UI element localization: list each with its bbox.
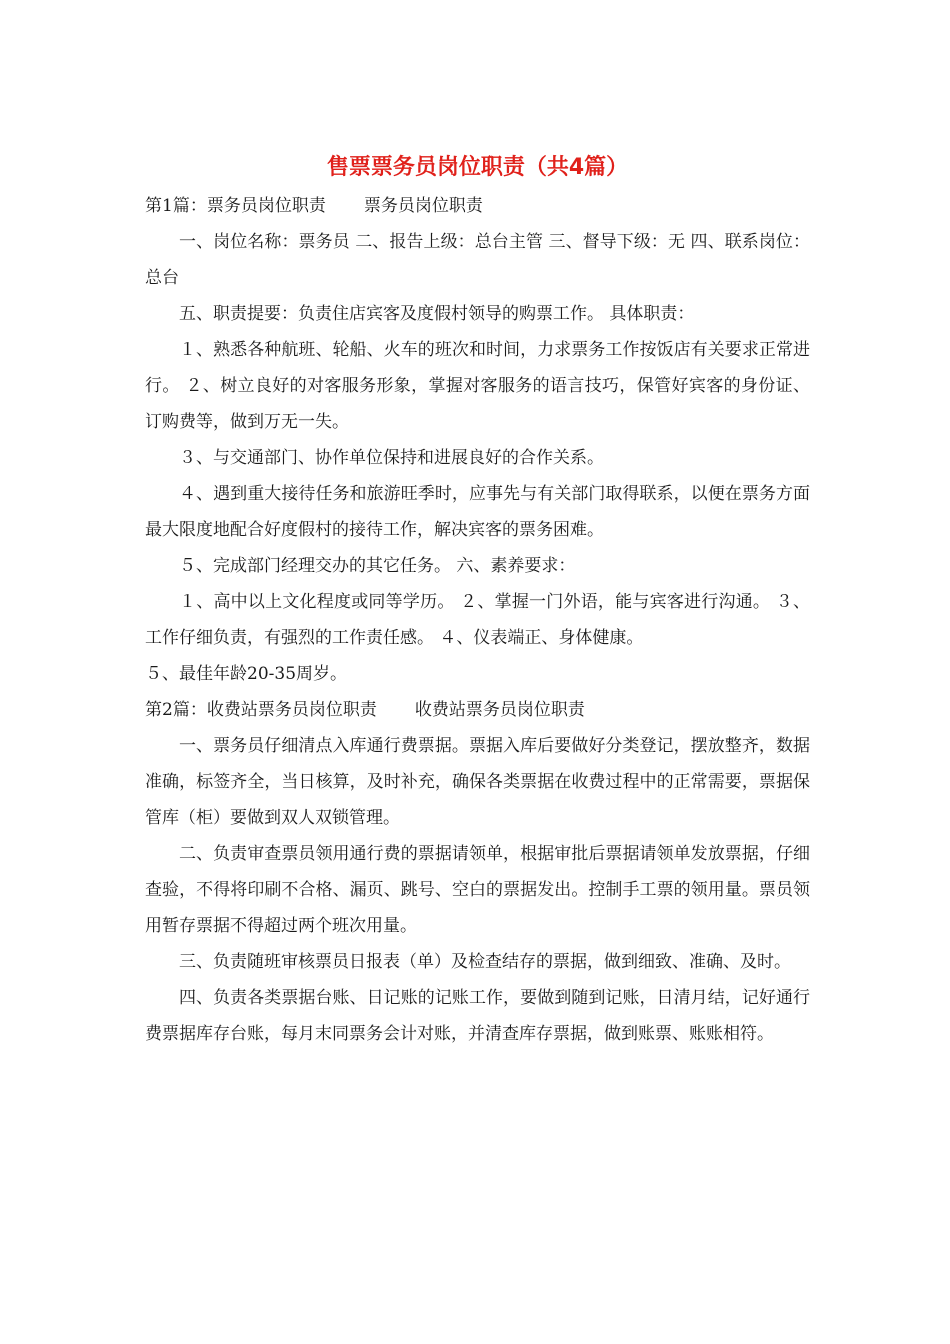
paragraph: 五、职责提要：负责住店宾客及度假村领导的购票工作。 具体职责： [179,304,695,324]
paragraph: 三、负责随班审核票员日报表（单）及检查结存的票据，做到细致、准确、及时。 [179,952,791,972]
paragraph: ５、完成部门经理交办的其它任务。 六、素养要求： [179,556,576,576]
document-body [145,150,810,1052]
section-heading-left: 第1篇：票务员岗位职责 [145,196,326,216]
paragraph: １、高中以上文化程度或同等学历。 ２、掌握一门外语，能与宾客进行沟通。 ３、工作仔细负责，有强烈的工作责任感。 ４、仪表端正、身体健康。 [145,592,810,648]
section-heading-part2 [145,692,810,728]
paragraph: 二、负责审查票员领用通行费的票据请领单，根据审批后票据请领单发放票据，仔细查验，不得将印刷不合格、漏页、跳号、空白的票据发出。控制手工票的领用量。票员领用暂存票据不得超过两个班次用量。 [145,844,810,936]
document-title: 售票票务员岗位职责（共4篇） [326,155,629,180]
paragraph: ４、遇到重大接待任务和旅游旺季时，应事先与有关部门取得联系，以便在票务方面最大限度地配合好度假村的接待工作，解决宾客的票务困难。 [145,484,810,540]
section-heading-right: 收费站票务员岗位职责 [414,700,585,720]
section-heading-right: 票务员岗位职责 [363,196,483,216]
paragraph: ５、最佳年龄20-35周岁。 [145,664,348,684]
paragraph: 一、岗位名称：票务员 二、报告上级：总台主管 三、督导下级：无 四、联系岗位：总台 [145,232,810,288]
paragraph: ３、与交通部门、协作单位保持和进展良好的合作关系。 [179,448,604,468]
paragraph: 四、负责各类票据台账、日记账的记账工作，要做到随到记账，日清月结，记好通行费票据库存台账，每月末同票务会计对账，并清查库存票据，做到账票、账账相符。 [145,988,810,1044]
section-heading-left: 第2篇：收费站票务员岗位职责 [145,700,377,720]
paragraph: １、熟悉各种航班、轮船、火车的班次和时间，力求票务工作按饭店有关要求正常进行。 ２、树立良好的对客服务形象，掌握对客服务的语言技巧，保管好宾客的身份证、订购费等，做到万无一失。 [145,340,810,432]
section-heading-part1 [145,188,810,224]
paragraph: 一、票务员仔细清点入库通行费票据。票据入库后要做好分类登记，摆放整齐，数据准确，标签齐全，当日核算，及时补充，确保各类票据在收费过程中的正常需要，票据保管库（柜）要做到双人双锁管理。 [145,736,810,828]
